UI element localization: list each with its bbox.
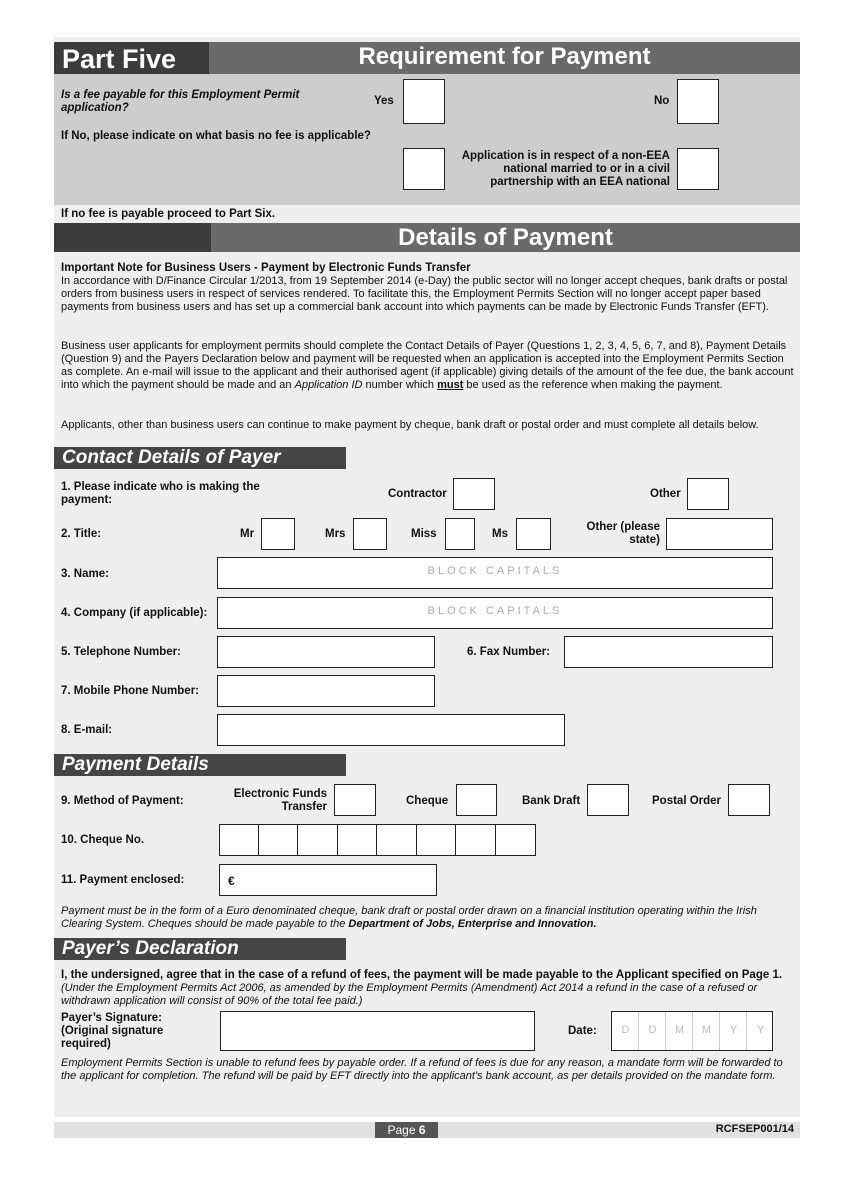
- cheque-digit-cell[interactable]: [495, 824, 536, 856]
- email-input[interactable]: [217, 714, 565, 746]
- exemption-checkbox[interactable]: [677, 148, 719, 190]
- details-title: Details of Payment: [398, 224, 613, 251]
- miss-checkbox[interactable]: [445, 518, 475, 550]
- date-char: D: [621, 1024, 630, 1036]
- contact-section-title: Contact Details of Payer: [54, 447, 346, 469]
- cheque-digit-cell[interactable]: [297, 824, 338, 856]
- no-basis-question: If No, please indicate on what basis no fee is applicable?: [61, 130, 371, 142]
- q1-label: 1. Please indicate who is making the payment:: [61, 481, 260, 506]
- date-char: M: [674, 1024, 685, 1036]
- ms-checkbox[interactable]: [516, 518, 551, 550]
- q4-label: 4. Company (if applicable):: [61, 607, 208, 619]
- cheque-digit-cell[interactable]: [416, 824, 456, 856]
- fee-no-checkbox[interactable]: [677, 79, 719, 124]
- name-placeholder: BLOCK CAPITALS: [427, 565, 563, 577]
- fax-input[interactable]: [564, 636, 773, 668]
- contractor-label: Contractor: [388, 488, 447, 500]
- part-five-label-text: Part Five: [62, 44, 177, 74]
- ms-label: Ms: [492, 528, 508, 540]
- bank-draft-label: Bank Draft: [522, 795, 581, 807]
- no-label: No: [654, 95, 670, 107]
- signature-field[interactable]: [220, 1011, 535, 1051]
- q9-label: 9. Method of Payment:: [61, 795, 184, 807]
- mr-label: Mr: [240, 528, 255, 540]
- cheque-digit-cell[interactable]: [337, 824, 377, 856]
- page-indicator: Page 6: [375, 1122, 438, 1138]
- form-code: RCFSEP001/14: [715, 1123, 794, 1135]
- eft-paragraph-1: In accordance with D/Finance Circular 1/2013, from 19 September 2014 (e-Day) the public sector will no longer accept cheques, bank drafts or postal orders from business users in respect of services rendered. To facilitate this, the Employment Permits Section will no longer accept paper based payments from business users and has set up a commercial bank account into which payments can be made by Electronic Funds Transfer (EFT).: [61, 275, 788, 313]
- cheque-checkbox[interactable]: [456, 784, 497, 816]
- eft-label: Electronic Funds Transfer: [233, 788, 327, 813]
- cheque-digit-cell[interactable]: [376, 824, 417, 856]
- eft-checkbox[interactable]: [334, 784, 376, 816]
- q6-label: 6. Fax Number:: [467, 646, 551, 658]
- cheque-label: Cheque: [406, 795, 449, 807]
- q11-label: 11. Payment enclosed:: [61, 874, 185, 886]
- date-field[interactable]: [611, 1011, 773, 1051]
- refund-note: Employment Permits Section is unable to refund fees by payable order. If a refund of fees is due for any reason, a mandate form will be forwarded to the applicant for completion. The refund will be paid by EFT directly into the applicant's bank account, as per details provided on the mandate form.: [61, 1057, 783, 1082]
- contractor-checkbox[interactable]: [453, 478, 495, 510]
- payment-form-note: Payment must be in the form of a Euro denominated cheque, bank draft or postal order drawn on a financial institution operating within the Irish Clearing System. Cheques should be made payable to the Department of Jobs, Enterprise and Innovation.: [61, 905, 757, 930]
- q5-label: 5. Telephone Number:: [61, 646, 181, 658]
- euro-symbol: €: [228, 874, 235, 888]
- postal-order-checkbox[interactable]: [728, 784, 770, 816]
- q7-label: 7. Mobile Phone Number:: [61, 685, 200, 697]
- payment-amount-input[interactable]: [219, 864, 437, 896]
- company-input[interactable]: [217, 597, 773, 629]
- date-char: Y: [756, 1024, 765, 1036]
- miss-label: Miss: [411, 528, 437, 540]
- no-basis-checkbox-1[interactable]: [403, 148, 445, 190]
- name-input[interactable]: [217, 557, 773, 589]
- signature-note: (Original signature required): [61, 1025, 164, 1050]
- declaration-section-title: Payer’s Declaration: [54, 938, 346, 960]
- fee-yes-checkbox[interactable]: [403, 79, 445, 124]
- cheque-digit-cell[interactable]: [455, 824, 496, 856]
- eft-paragraph-3: Applicants, other than business users can continue to make payment by cheque, bank draft or postal order and must complete all details below.: [61, 419, 759, 431]
- telephone-input[interactable]: [217, 636, 435, 668]
- other-title-input[interactable]: [666, 518, 773, 550]
- postal-order-label: Postal Order: [652, 795, 722, 807]
- cheque-digit-cell[interactable]: [258, 824, 298, 856]
- mr-checkbox[interactable]: [261, 518, 295, 550]
- yes-label: Yes: [374, 95, 394, 107]
- date-char: M: [701, 1024, 712, 1036]
- bank-draft-checkbox[interactable]: [587, 784, 629, 816]
- details-header-left: [54, 223, 211, 252]
- mrs-checkbox[interactable]: [353, 518, 387, 550]
- declaration-note: (Under the Employment Permits Act 2006, as amended by the Employment Permits (Amendment) Act 2014 a refund in the case of a refused or withdrawn application will consist of 90% of the total fee paid.): [61, 982, 758, 1007]
- must-text: must: [437, 379, 464, 391]
- other-title-label: Other (please state): [586, 521, 660, 546]
- fee-question: Is a fee payable for this Employment Permit application?: [61, 89, 300, 114]
- payment-section-title: Payment Details: [54, 754, 346, 776]
- date-char: D: [648, 1024, 657, 1036]
- eft-paragraph-2: Business user applicants for employment permits should complete the Contact Details of Payer (Questions 1, 2, 3, 4, 5, 6, 7, and 8), Payment Details (Question 9) and the Payers Declaration below and payment will be requested when an application is accepted into the Employment Permits Section as complete. An e-mail will issue to the applicant and their authorised agent (if applicable) giving details of the amount of the fee due, the bank account into which the payment should be made and an Application ID number which must be used as the reference when making the payment.: [61, 340, 794, 391]
- q2-label: 2. Title:: [61, 528, 102, 540]
- part-five-title: Requirement for Payment: [358, 43, 651, 70]
- mobile-input[interactable]: [217, 675, 435, 707]
- q10-label: 10. Cheque No.: [61, 834, 145, 846]
- other-payer-checkbox[interactable]: [687, 478, 729, 510]
- q8-label: 8. E-mail:: [61, 724, 113, 736]
- signature-label: Payer’s Signature:: [61, 1012, 162, 1024]
- eft-note-heading: Important Note for Business Users - Payment by Electronic Funds Transfer: [61, 262, 471, 274]
- company-placeholder: BLOCK CAPITALS: [427, 605, 563, 617]
- date-char: Y: [729, 1024, 738, 1036]
- date-label: Date:: [568, 1025, 597, 1037]
- mrs-label: Mrs: [325, 528, 346, 540]
- cheque-digit-cell[interactable]: [219, 824, 259, 856]
- department-name: Department of Jobs, Enterprise and Innovation.: [348, 918, 597, 930]
- application-id-text: Application ID: [294, 379, 363, 391]
- other-payer-label: Other: [650, 488, 681, 500]
- exemption-option-label: Application is in respect of a non-EEA national married to or in a civil partnership with an EEA national: [461, 150, 670, 188]
- declaration-statement: I, the undersigned, agree that in the case of a refund of fees, the payment will be made payable to the Applicant specified on Page 1.: [61, 969, 783, 981]
- q3-label: 3. Name:: [61, 568, 109, 580]
- no-fee-note: If no fee is payable proceed to Part Six.: [61, 208, 276, 220]
